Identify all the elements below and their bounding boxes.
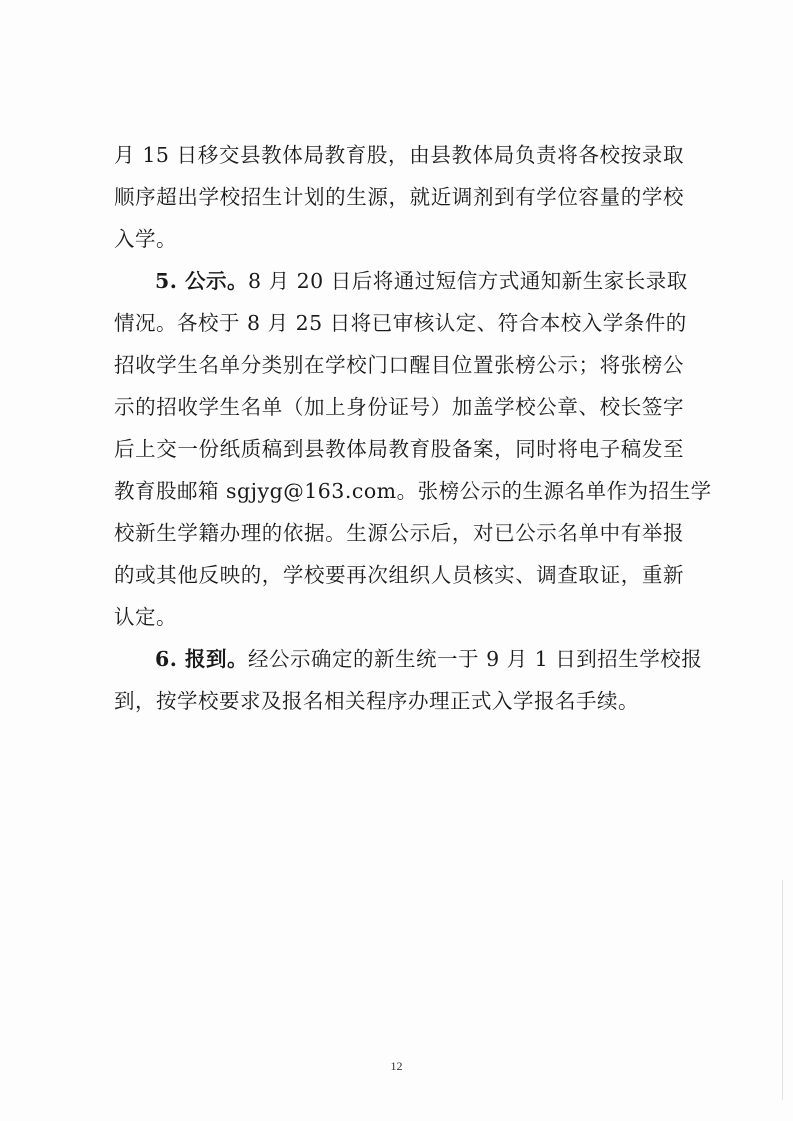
paragraph-line: 顺序超出学校招生计划的生源，就近调剂到有学位容量的学校 xyxy=(114,185,684,209)
paragraph-line: 到，按学校要求及报名相关程序办理正式入学报名手续。 xyxy=(114,689,639,713)
section-5-first-line xyxy=(155,266,688,296)
paragraph-line-text: 经公示确定的新生统一于 9 月 1 日到招生学校报 xyxy=(248,647,703,671)
paragraph-line: 认定。 xyxy=(114,605,177,629)
paragraph-line: 教育股邮箱 sgjyg@163.com。张榜公示的生源名单作为招生学 xyxy=(114,479,712,503)
paragraph-line: 情况。各校于 8 月 25 日将已审核认定、符合本校入学条件的 xyxy=(114,311,687,335)
paragraph-line: 招收学生名单分类别在学校门口醒目位置张榜公示；将张榜公 xyxy=(114,353,684,377)
paragraph-line: 校新生学籍办理的依据。生源公示后，对已公示名单中有举报 xyxy=(114,521,684,545)
section-6-heading: 6. 报到。 xyxy=(155,647,249,671)
scan-edge-mark xyxy=(782,880,783,1100)
section-5-heading: 5. 公示。 xyxy=(155,269,249,293)
paragraph-line: 的或其他反映的，学校要再次组织人员核实、调查取证，重新 xyxy=(114,563,684,587)
page-number: 12 xyxy=(390,1059,403,1073)
section-6-first-line xyxy=(155,644,703,674)
paragraph-line: 后上交一份纸质稿到县教体局教育股备案，同时将电子稿发至 xyxy=(114,437,684,461)
paragraph-line: 月 15 日移交县教体局教育股，由县教体局负责将各校按录取 xyxy=(114,143,684,167)
paragraph-line-text: 8 月 20 日后将通过短信方式通知新生家长录取 xyxy=(248,269,688,293)
paragraph-line: 示的招收学生名单（加上身份证号）加盖学校公章、校长签字 xyxy=(114,395,684,419)
paragraph-line: 入学。 xyxy=(114,227,177,251)
